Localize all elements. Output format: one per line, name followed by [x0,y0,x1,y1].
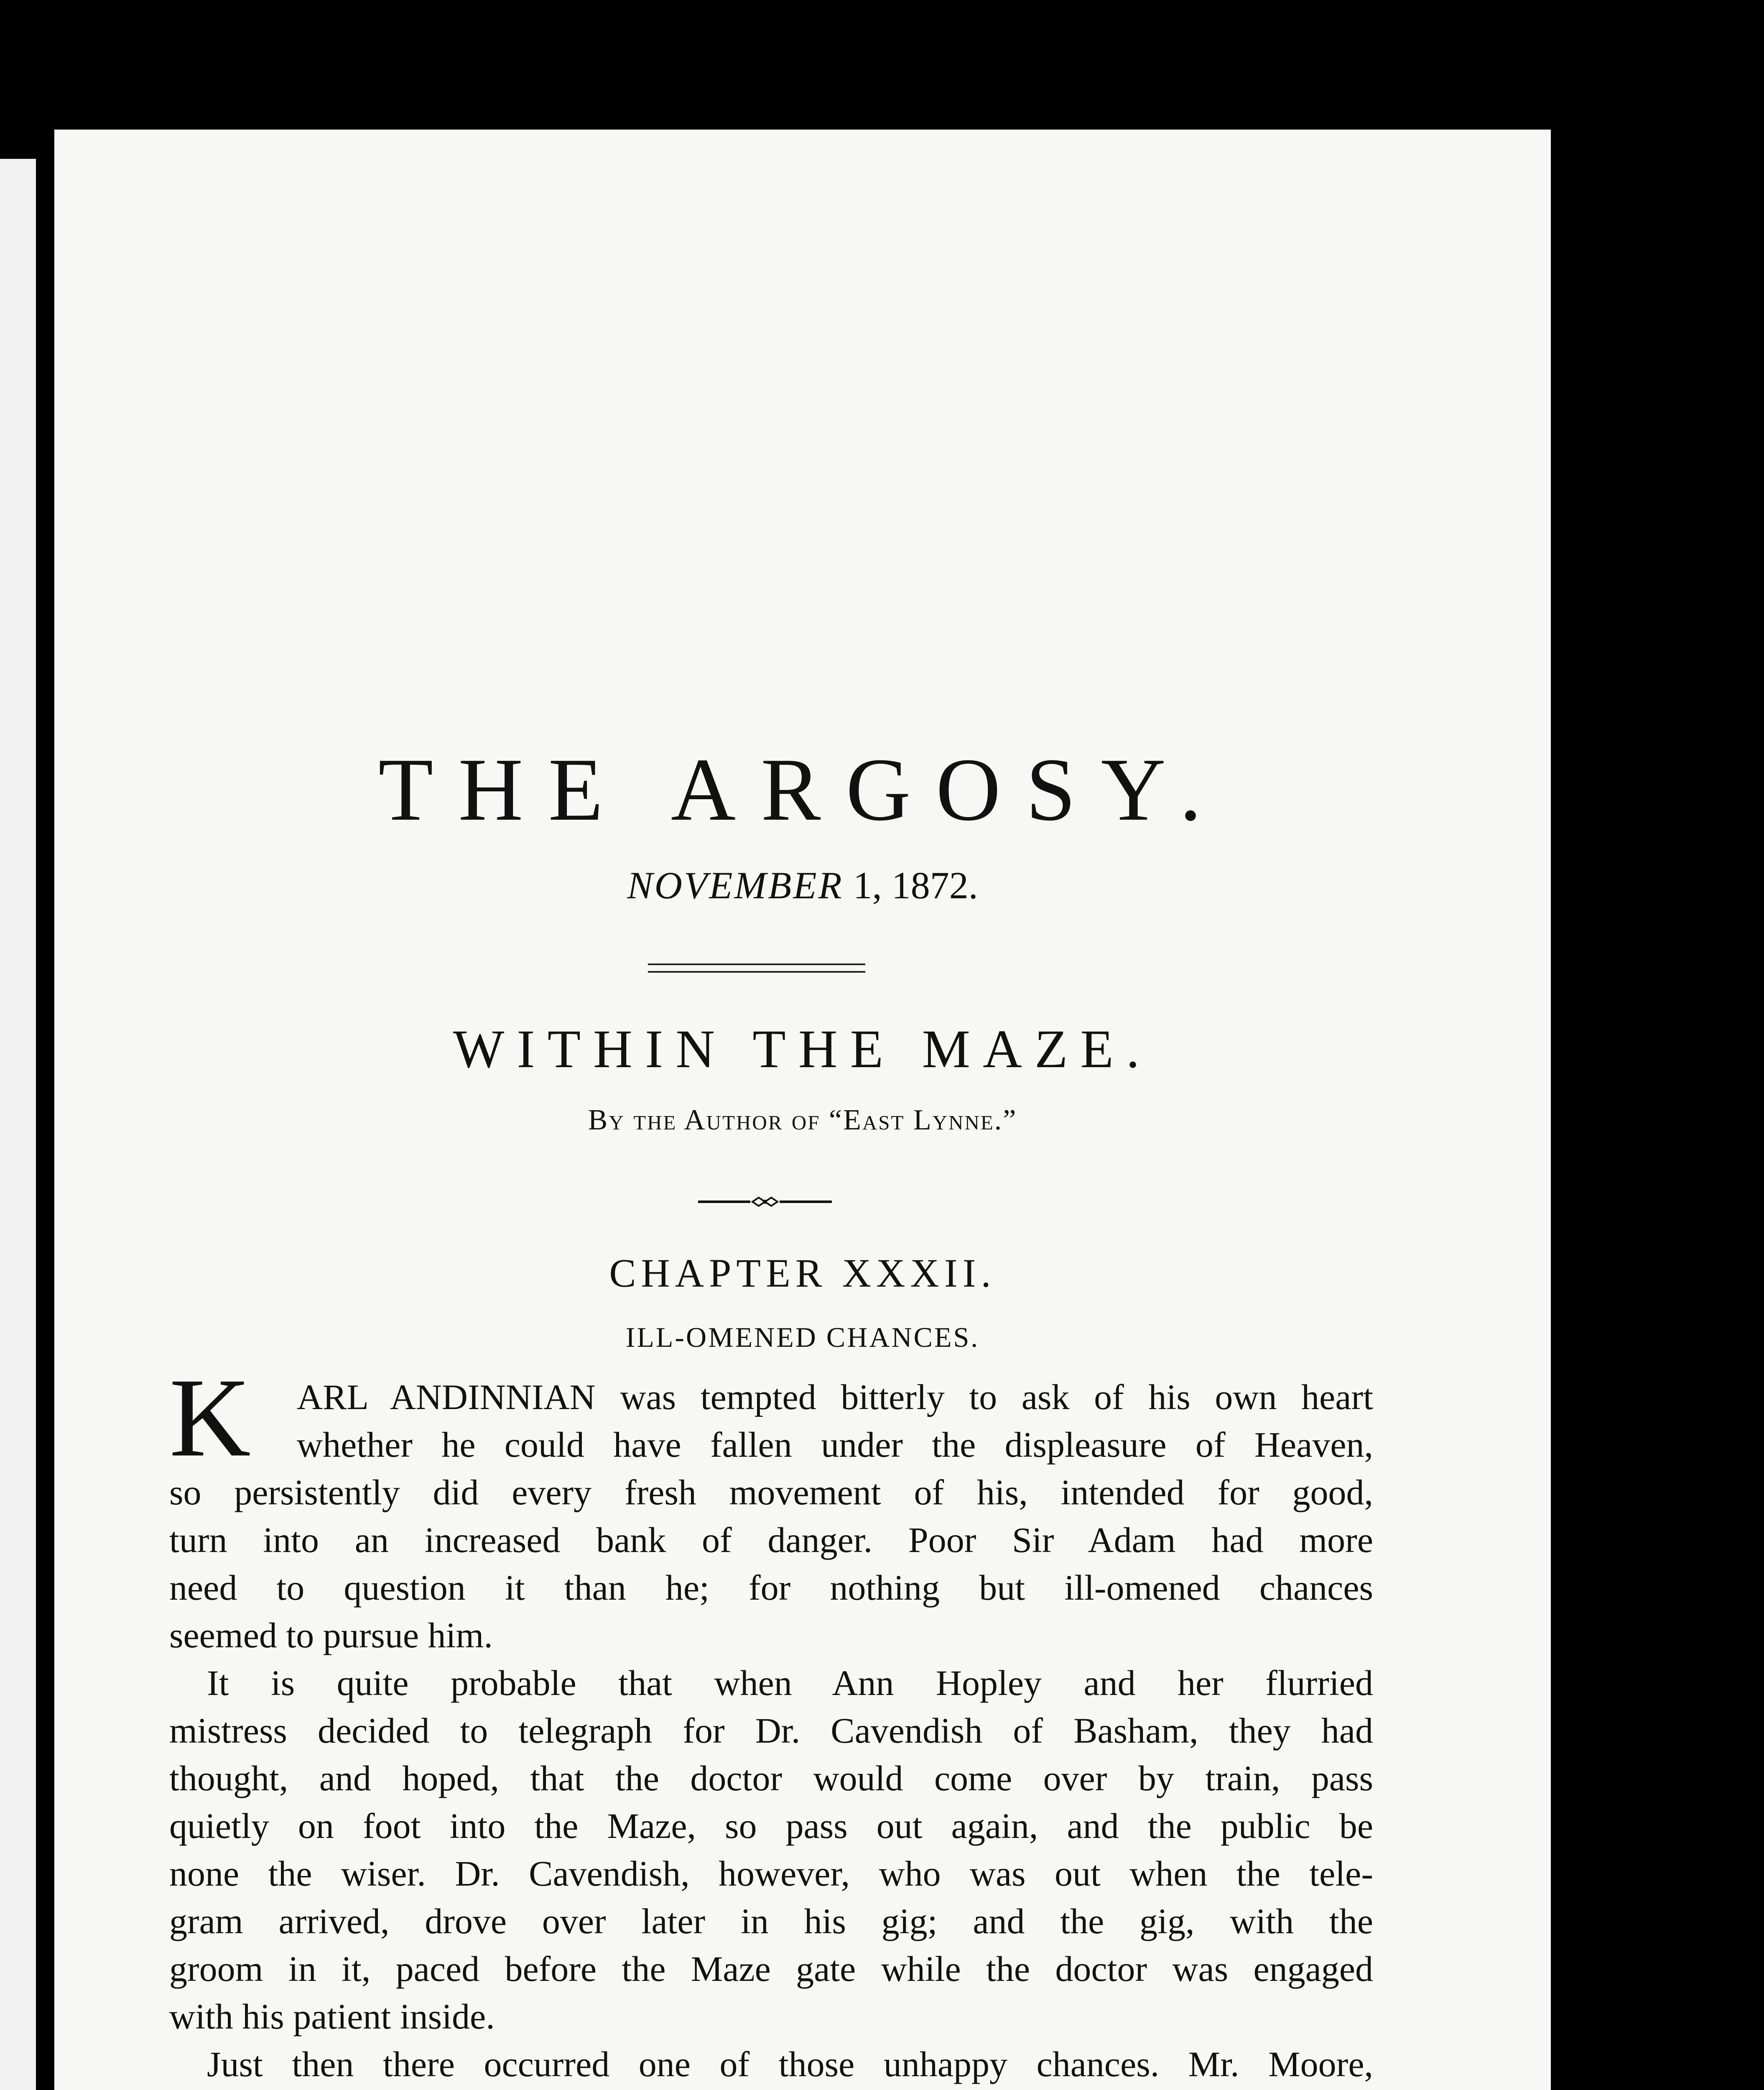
text-line: quietly on foot into the Maze, so pass out again, and the public be [169,1806,1373,1846]
ornament-divider [698,1193,832,1210]
double-rule-divider [648,963,865,973]
story-title: WITHIN THE MAZE. [453,1019,1152,1079]
issue-day-year: 1, 1872. [853,864,978,907]
text-line: Just then there occurred one of those unhappy chances. Mr. Moore, [207,2044,1373,2084]
magazine-page [54,130,1551,2090]
text-line: need to question it than he; for nothing but ill-omened chances [169,1568,1373,1608]
issue-month: NOVEMBER [627,864,844,907]
chapter-body [169,1355,1373,2090]
drop-cap: K [169,1355,251,1480]
text-line: mistress decided to telegraph for Dr. Cavendish of Basham, they had [169,1710,1373,1751]
chapter-subtitle: ILL-OMENED CHANCES. [625,1321,980,1353]
text-line: none the wiser. Dr. Cavendish, however, who was out when the tele- [169,1853,1373,1894]
text-line [169,2088,1373,2090]
text-line: groom in it, paced before the Maze gate while the doctor was engaged [169,1949,1373,1989]
facing-page-edge [0,159,36,2090]
text-line: ARL ANDINNIAN was tempted bitterly to ask of his own heart [297,1377,1373,1417]
text-line: It is quite probable that when Ann Hopley and her flurried [207,1663,1373,1703]
issue-date [54,863,1551,907]
text-line: thought, and hoped, that the doctor would come over by train, pass [169,1758,1373,1798]
chapter-heading: CHAPTER XXXII. [609,1251,996,1295]
magazine-title: THE ARGOSY. [378,739,1227,839]
text-line: with his patient inside. [169,1996,495,2036]
story-byline: By the Author of “East Lynne.” [588,1104,1017,1136]
text-line: whether he could have fallen under the displeasure of Heaven, [297,1425,1373,1465]
text-line: so persistently did every fresh movement of his, intended for good, [169,1472,1373,1512]
text-line: seemed to pursue him. [169,1615,493,1655]
text-line: gram arrived, drove over later in his gig; and the gig, with the [169,1901,1373,1941]
text-line: turn into an increased bank of danger. Poor Sir Adam had more [169,1520,1373,1560]
